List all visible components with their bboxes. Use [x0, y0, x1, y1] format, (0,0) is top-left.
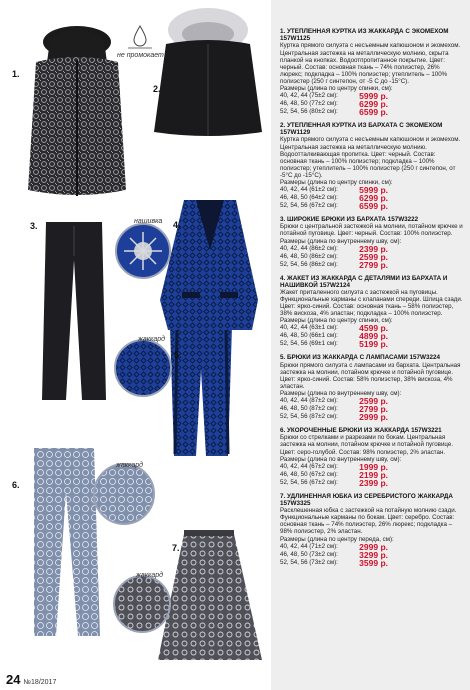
figure-number-5: 5.	[174, 350, 182, 360]
sizes-header: Размеры (длина по внутреннему шву, см):	[280, 390, 402, 398]
price: 2599 р.	[359, 251, 388, 262]
sizes-header: Размеры (длина по центру спинки, см):	[280, 179, 393, 187]
size-label: 52, 54, 56 (67±2 см):	[280, 478, 338, 486]
product-description-column	[271, 0, 470, 690]
price: 5999 р.	[359, 91, 388, 102]
price: 5999 р.	[359, 185, 388, 196]
tag-velvet: нашивка	[134, 218, 163, 225]
issue-number: №18/2017	[23, 679, 57, 686]
price: 2799 р.	[359, 404, 388, 415]
figure-number-7: 7.	[172, 543, 180, 553]
badge-magnifier	[116, 224, 170, 278]
product-description: Расклешенная юбка с застежкой на потайную молнию сзади. Функциональные карманы по бокам. Цвет: серебро. Состав: основная ткань – 74% полиэстер, 26% люрекс; подкладка – 98% полиэстер, 2% эластан.	[280, 507, 457, 536]
size-price-list	[280, 186, 464, 210]
size-price-row	[280, 479, 388, 487]
size-label: 46, 48, 50 (67±2 см):	[280, 470, 338, 478]
product-item-7	[280, 493, 464, 567]
figure-number-4: 4.	[173, 220, 181, 230]
figure-number-3: 3.	[30, 221, 38, 231]
size-label: 52, 54, 56 (73±2 см):	[280, 558, 338, 566]
price: 4599 р.	[359, 323, 388, 334]
figure-number-1: 1.	[12, 69, 20, 79]
sizes-header: Размеры (длина по центру спинки, см):	[280, 317, 393, 325]
size-label: 46, 48, 50 (64±2 см):	[280, 194, 338, 202]
trousers-6-figure	[34, 448, 100, 636]
size-label: 40, 42, 44 (87±2 см):	[280, 397, 338, 405]
page-number: 24	[6, 672, 21, 687]
product-item-1	[280, 28, 464, 116]
size-label: 46, 48, 50 (73±2 см):	[280, 550, 338, 558]
price: 3599 р.	[359, 557, 388, 568]
trousers-5-figure	[170, 326, 232, 456]
price: 2999 р.	[359, 412, 388, 423]
size-price-row	[280, 340, 388, 348]
price: 2999 р.	[359, 541, 388, 552]
price: 2799 р.	[359, 259, 388, 270]
product-description: Брюки прямого силуэта с лампасами из бархата. Центральная застежка на молнии, потайном крючке и потайной пуговице. Цвет: ярко-синий. Состав: 58% полиэстер, 38% вискоза, 4% эластан.	[280, 361, 461, 390]
product-title: 4. ЖАКЕТ ИЗ ЖАККАРДА С ДЕТАЛЯМИ ИЗ БАРХАТА И НАШИВКОЙ 157W2124	[280, 274, 448, 289]
product-item-4	[280, 275, 464, 349]
price: 2599 р.	[359, 396, 388, 407]
price: 3299 р.	[359, 549, 388, 560]
size-price-list	[280, 463, 464, 487]
price: 6299 р.	[359, 193, 388, 204]
waterproof-badge-label: не промокает	[117, 52, 164, 59]
sizes-header: Размеры (длина по внутреннему шву, см):	[280, 237, 402, 245]
figure-number-6: 6.	[12, 480, 20, 490]
size-label: 46, 48, 50 (86±2 см):	[280, 252, 338, 260]
waterproof-badge-icon	[128, 26, 152, 48]
product-item-5	[280, 354, 464, 421]
jacket-1-figure	[28, 26, 126, 196]
trousers-3-figure	[42, 222, 106, 400]
size-price-list	[280, 543, 464, 567]
product-title: 7. УДЛИНЕННАЯ ЮБКА ИЗ СЕРЕБРИСТОГО ЖАККАРДА 157W3325	[280, 492, 453, 507]
jacket-2-figure	[154, 8, 262, 136]
size-price-row	[280, 108, 388, 116]
silver-jacquard-magnifier	[114, 576, 170, 632]
blue-jacquard-magnifier	[115, 340, 171, 396]
product-title: 1. УТЕПЛЕННАЯ КУРТКА ИЗ ЖАККАРДА С ЭКОМЕХОМ 157W1125	[280, 28, 449, 43]
price: 6599 р.	[359, 107, 388, 118]
price: 2399 р.	[359, 477, 388, 488]
product-item-6	[280, 427, 464, 487]
price: 6299 р.	[359, 99, 388, 110]
product-description: Жакет приталенного силуэта с застежкой на пуговицы. Функциональные карманы с клапанами спереди. Шлица сзади. Цвет: ярко-синий. Состав: основная ткань – 58% полиэстер, 38% вискоза, 4% эластан; подкладка – 100% полиэстер.	[280, 289, 463, 318]
product-title: 5. БРЮКИ ИЗ ЖАККАРДА С ЛАМПАСАМИ 157W3224	[280, 354, 440, 362]
product-title: 3. ШИРОКИЕ БРЮКИ ИЗ БАРХАТА 157W3222	[280, 216, 419, 224]
size-label: 40, 42, 44 (75±2 см):	[280, 92, 338, 100]
price: 4899 р.	[359, 331, 388, 342]
product-description: Брюки с центральной застежкой на молнии, потайном крючке и потайной пуговице. Цвет: черный. Состав: 100% полиэстер.	[280, 223, 463, 238]
product-item-2	[280, 122, 464, 210]
grey-jacquard-magnifier	[94, 464, 154, 524]
size-label: 40, 42, 44 (86±2 см):	[280, 244, 338, 252]
size-price-row	[280, 261, 388, 269]
product-description: Брюки со стрелками и разрезами по бокам. Центральная застежка на молнии, потайном крючке и потайной пуговице. Цвет: серо-голубой. Состав: 98% полиэстер, 2% эластан.	[280, 434, 454, 456]
size-price-list	[280, 245, 464, 269]
size-label: 46, 48, 50 (66±1 см):	[280, 332, 338, 340]
product-description: Куртка прямого силуэта с несъемным капюшоном и экомехом. Центральная застежка на металлическую молнию. Водоотталкивающая пропитка. Цвет: черный. Состав: основная ткань – 100% полиэстер; подкладка – 100% полиэстер; утеплитель – 100% полиэстер (250 г синтепон, от -5°С до -15°С).	[280, 136, 461, 179]
tag-jacquard-3: жаккард	[136, 572, 163, 579]
size-price-row	[280, 559, 388, 567]
size-label: 52, 54, 56 (86±2 см):	[280, 260, 338, 268]
size-label: 52, 54, 56 (67±2 см):	[280, 202, 338, 210]
price: 1999 р.	[359, 461, 388, 472]
size-label: 40, 42, 44 (61±2 см):	[280, 186, 338, 194]
product-list	[280, 28, 464, 567]
size-price-row	[280, 413, 388, 421]
tag-jacquard-1: жаккард	[138, 336, 165, 343]
size-label: 52, 54, 56 (80±2 см):	[280, 108, 338, 116]
size-price-list	[280, 92, 464, 116]
product-description: Куртка прямого силуэта с несъемным капюшоном и экомехом. Центральная застежка на металлическую молнию, скрыта планкой на кнопках. Водоотпропитанное покрытие. Цвет: черный. Состав: основная ткань – 74% полиэстер, 26% люрекс; подкладка – 100% полиэстер; утеплитель – 100% полиэстер (250 г синтепон, от -5 С до -15°С).	[280, 42, 461, 85]
tag-jacquard-2: жаккард	[116, 462, 143, 469]
size-label: 46, 48, 50 (77±2 см):	[280, 100, 338, 108]
price: 2199 р.	[359, 469, 388, 480]
product-item-3	[280, 216, 464, 268]
size-label: 40, 42, 44 (67±2 см):	[280, 462, 338, 470]
size-label: 40, 42, 44 (71±2 см):	[280, 542, 338, 550]
page-footer	[6, 672, 56, 687]
size-price-row	[280, 202, 388, 210]
price: 2399 р.	[359, 243, 388, 254]
size-price-list	[280, 324, 464, 348]
figure-number-2: 2.	[153, 84, 161, 94]
size-label: 52, 54, 56 (69±1 см):	[280, 340, 338, 348]
price: 5199 р.	[359, 339, 388, 350]
size-label: 46, 48, 50 (87±2 см):	[280, 405, 338, 413]
product-title: 6. УКОРОЧЕННЫЕ БРЮКИ ИЗ ЖАККАРДА 157W3221	[280, 427, 442, 435]
sizes-header: Размеры (длина по внутреннему шву, см):	[280, 455, 402, 463]
size-label: 40, 42, 44 (63±1 см):	[280, 324, 338, 332]
sizes-header: Размеры (длина по центру спинки, см):	[280, 84, 393, 92]
size-price-list	[280, 397, 464, 421]
product-title: 2. УТЕПЛЕННАЯ КУРТКА ИЗ БАРХАТА С ЭКОМЕХОМ 157W1129	[280, 122, 443, 137]
size-label: 52, 54, 56 (87±2 см):	[280, 413, 338, 421]
price: 6599 р.	[359, 201, 388, 212]
sizes-header: Размеры (длина по центру переда, см):	[280, 535, 394, 543]
